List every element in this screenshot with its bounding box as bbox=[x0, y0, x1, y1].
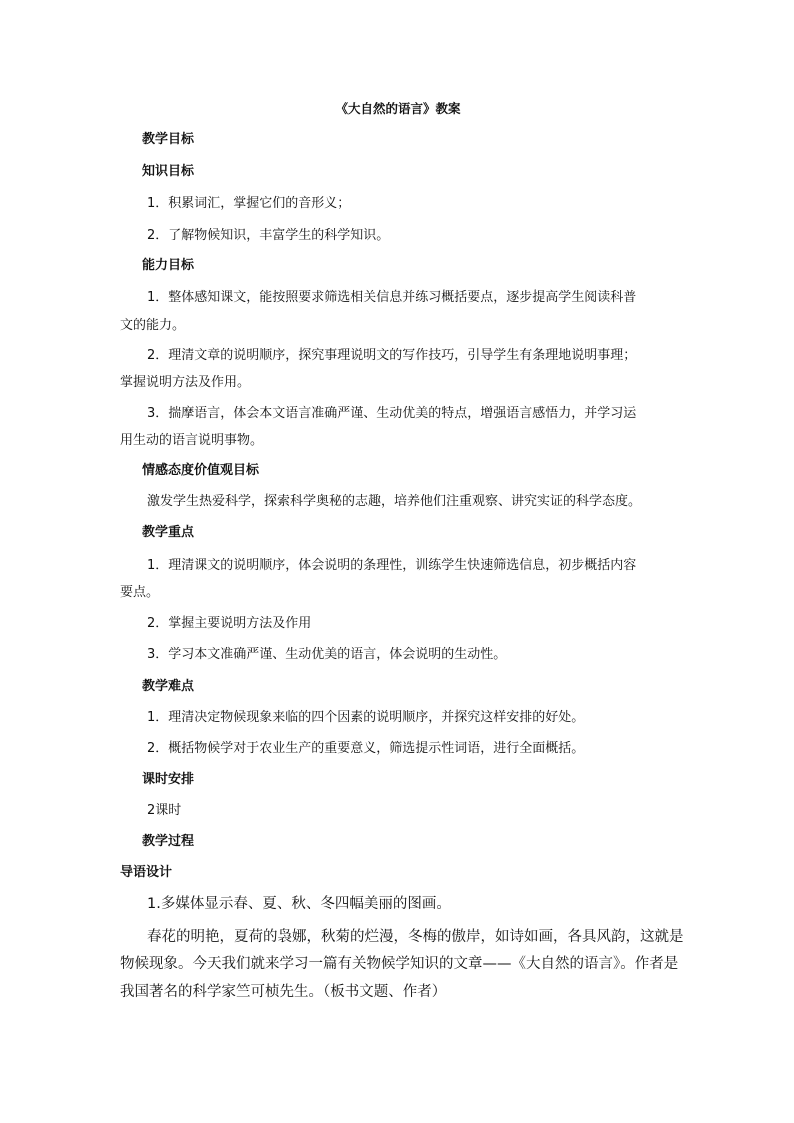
document-title: 《大自然的语言》教案 bbox=[335, 101, 461, 116]
ability-goal-1-cont: 文的能力。 bbox=[120, 318, 186, 333]
intro-paragraph-line-1: 春花的明艳，夏荷的袅娜，秋菊的烂漫，冬梅的傲岸，如诗如画，各具风韵，这就是 bbox=[147, 929, 684, 945]
schedule-value: 2课时 bbox=[147, 803, 182, 818]
ability-goal-2-cont: 掌握说明方法及作用。 bbox=[120, 375, 251, 390]
emotion-goal-1: 激发学生热爱科学，探索科学奥秘的志趣，培养他们注重观察、讲究实证的科学态度。 bbox=[147, 494, 642, 509]
knowledge-goal-1: 1．积累词汇，掌握它们的音形义； bbox=[147, 196, 351, 211]
intro-paragraph-line-2: 物候现象。今天我们就来学习一篇有关物候学知识的文章——《大自然的语言》。作者是 bbox=[120, 956, 679, 972]
heading-schedule: 课时安排 bbox=[142, 772, 195, 787]
difficulty-2: 2．概括物候学对于农业生产的重要意义，筛选提示性词语，进行全面概括。 bbox=[147, 741, 585, 756]
difficulty-1: 1．理清决定物候现象来临的四个因素的说明顺序，并探究这样安排的好处。 bbox=[147, 710, 585, 725]
key-point-1-cont: 要点。 bbox=[120, 585, 160, 600]
intro-paragraph-line-3: 我国著名的科学家竺可桢先生。（板书文题、作者） bbox=[120, 984, 447, 1000]
ability-goal-3: 3．揣摩语言，体会本文语言准确严谨、生动优美的特点，增强语言感悟力，并学习运 bbox=[147, 406, 637, 421]
heading-emotion-goals: 情感态度价值观目标 bbox=[142, 463, 260, 478]
key-point-2: 2．掌握主要说明方法及作用 bbox=[147, 616, 312, 631]
key-point-3: 3．学习本文准确严谨、生动优美的语言，体会说明的生动性。 bbox=[147, 647, 507, 662]
heading-intro-design: 导语设计 bbox=[120, 865, 173, 880]
ability-goal-3-cont: 用生动的语言说明事物。 bbox=[120, 433, 264, 448]
key-point-1: 1．理清课文的说明顺序，体会说明的条理性，训练学生快速筛选信息，初步概括内容 bbox=[147, 558, 637, 573]
heading-process: 教学过程 bbox=[142, 834, 195, 849]
heading-teaching-goals: 教学目标 bbox=[142, 132, 195, 147]
knowledge-goal-2: 2．了解物候知识，丰富学生的科学知识。 bbox=[147, 228, 390, 243]
ability-goal-2: 2．理清文章的说明顺序，探究事理说明文的写作技巧，引导学生有条理地说明事理； bbox=[147, 348, 637, 363]
heading-ability-goals: 能力目标 bbox=[142, 258, 195, 273]
intro-item-1: 1.多媒体显示春、夏、秋、冬四幅美丽的图画。 bbox=[147, 896, 451, 912]
ability-goal-1: 1．整体感知课文，能按照要求筛选相关信息并练习概括要点，逐步提高学生阅读科普 bbox=[147, 290, 637, 305]
heading-key-points: 教学重点 bbox=[142, 525, 195, 540]
heading-knowledge-goals: 知识目标 bbox=[142, 164, 195, 179]
heading-difficulties: 教学难点 bbox=[142, 679, 195, 694]
